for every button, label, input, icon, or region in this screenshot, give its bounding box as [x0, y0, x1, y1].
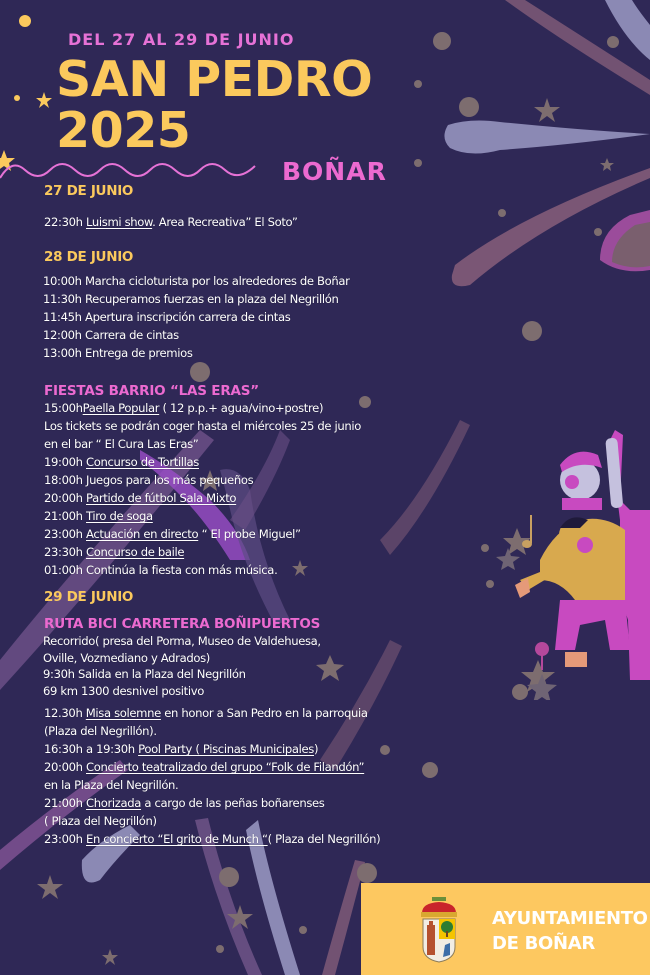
event-detail: en el bar “ El Cura Las Eras”	[44, 437, 199, 451]
event-detail: 18:00h Juegos para los más pequeños	[44, 473, 254, 487]
event-item: 12:00h Carrera de cintas	[43, 328, 179, 342]
event-item	[44, 489, 361, 507]
day29-event-list	[44, 704, 380, 848]
event-detail: “ El probe Miguel”	[198, 527, 301, 541]
festival-year: 2025	[56, 102, 191, 159]
day-heading-27: 27 DE JUNIO	[44, 183, 134, 199]
event-time: 12.30h	[44, 706, 86, 720]
barrio-heading: FIESTAS BARRIO “LAS ERAS”	[44, 383, 259, 399]
event-link-munch[interactable]: En concierto “El grito de Munch “	[86, 832, 268, 846]
footer-line-1: AYUNTAMIENTO	[492, 908, 648, 929]
event-item	[44, 830, 380, 848]
ruta-heading: RUTA BICI CARRETERA BOÑIPUERTOS	[44, 616, 321, 632]
event-detail: a cargo de las peñas boñarenses	[141, 796, 325, 810]
footer-line-2: DE BOÑAR	[492, 933, 595, 954]
event-27-luismi	[44, 213, 298, 231]
event-time: 16:30h a 19:30h	[44, 742, 139, 756]
event-item	[44, 758, 380, 776]
ruta-line: 69 km 1300 desnivel positivo	[43, 683, 204, 698]
event-item	[44, 812, 380, 830]
event-link-concierto-folk[interactable]: Concierto teatralizado del grupo “Folk de Filandón”	[86, 760, 365, 774]
event-time: 22:30h	[44, 215, 86, 229]
event-link-tiro-soga[interactable]: Tiro de soga	[86, 509, 153, 523]
date-range: DEL 27 AL 29 DE JUNIO	[68, 30, 295, 49]
event-detail: 01:00h Continúa la fiesta con más música.	[44, 563, 278, 577]
event-time: 21:00h	[44, 509, 86, 523]
event-item	[44, 471, 361, 489]
event-link-paella[interactable]: Paella Popular	[82, 401, 160, 415]
event-item	[44, 453, 361, 471]
event-item	[44, 740, 380, 758]
dancers-illustration	[480, 420, 650, 700]
coat-of-arms-icon	[418, 897, 460, 963]
barrio-event-list	[44, 399, 361, 579]
event-location: . Area Recreativa” El Soto”	[152, 215, 298, 229]
day-heading-29: 29 DE JUNIO	[44, 589, 134, 605]
event-time: 19:00h	[44, 455, 86, 469]
day-heading-28: 28 DE JUNIO	[44, 249, 134, 265]
event-item	[44, 722, 380, 740]
event-item	[44, 794, 380, 812]
day28-event-list	[43, 272, 350, 362]
event-time: 23:00h	[44, 527, 86, 541]
event-time: 15:00h	[44, 401, 83, 415]
event-item	[44, 543, 361, 561]
event-item	[44, 704, 380, 722]
event-item: 10:00h Marcha cicloturista por los alrededores de Boñar	[43, 274, 350, 288]
footer-title	[492, 906, 648, 956]
ruta-line: Recorrido( presa del Porma, Museo de Valdehuesa,	[43, 634, 321, 648]
event-item	[44, 417, 361, 435]
event-detail: )	[314, 742, 319, 756]
event-link-chorizada[interactable]: Chorizada	[86, 796, 142, 810]
event-link-misa[interactable]: Misa solemne	[85, 706, 161, 720]
event-time: 21:00h	[44, 796, 86, 810]
event-item	[44, 561, 361, 579]
event-link-luismi-show[interactable]: Luismi show	[86, 215, 153, 229]
event-detail: en honor a San Pedro en la parroquia	[160, 706, 368, 720]
event-detail: (Plaza del Negrillón).	[44, 724, 157, 738]
festival-title: SAN PEDRO	[56, 51, 373, 108]
event-detail: ( 12 p.p.+ agua/vino+postre)	[159, 401, 324, 415]
town-name: BOÑAR	[282, 157, 387, 186]
event-item	[44, 399, 361, 417]
event-time: 20:00h	[44, 491, 86, 505]
event-time: 23:00h	[44, 832, 86, 846]
event-detail: Los tickets se podrán coger hasta el miércoles 25 de junio	[44, 419, 362, 433]
event-item: 11:45h Apertura inscripción carrera de cintas	[43, 310, 291, 324]
ruta-details	[43, 633, 321, 699]
event-item	[44, 776, 380, 794]
event-link-futbol[interactable]: Partido de fútbol Sala Mixto	[86, 491, 237, 505]
event-link-baile[interactable]: Concurso de baile	[86, 545, 185, 559]
event-link-actuacion[interactable]: Actuación en directo	[86, 527, 199, 541]
event-detail: en la Plaza del Negrillón.	[44, 778, 179, 792]
event-item: 13:00h Entrega de premios	[43, 346, 193, 360]
event-detail: ( Plaza del Negrillón)	[267, 832, 381, 846]
event-item	[44, 435, 361, 453]
event-item	[44, 525, 361, 543]
event-time: 20:00h	[44, 760, 86, 774]
ruta-line: Oville, Vozmediano y Adrados)	[43, 650, 210, 665]
event-link-tortillas[interactable]: Concurso de Tortillas	[86, 455, 199, 469]
event-item	[44, 507, 361, 525]
event-item: 11:30h Recuperamos fuerzas en la plaza del Negrillón	[43, 292, 339, 306]
event-link-pool-party[interactable]: Pool Party ( Piscinas Municipales	[138, 742, 315, 756]
ruta-line: 9:30h Salida en la Plaza del Negrillón	[43, 667, 246, 681]
event-detail: ( Plaza del Negrillón)	[44, 814, 157, 828]
event-time: 23:30h	[44, 545, 86, 559]
